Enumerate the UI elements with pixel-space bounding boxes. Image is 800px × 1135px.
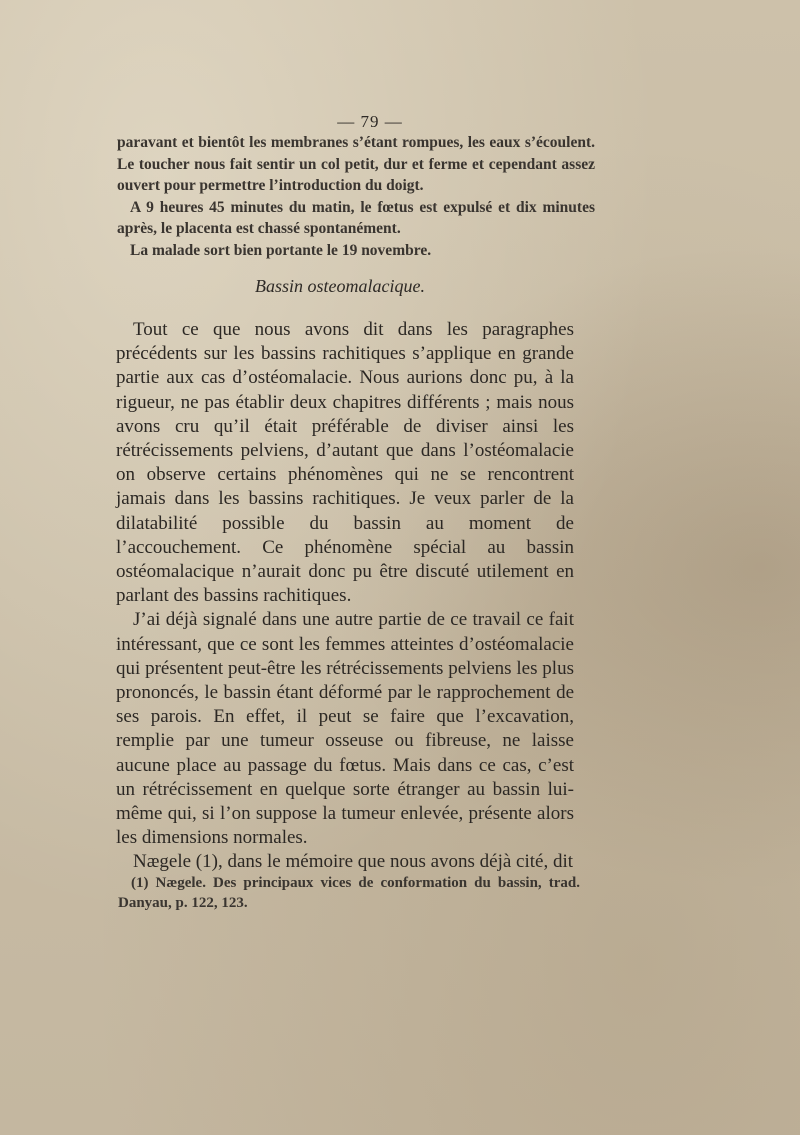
body-paragraph: J’ai déjà signalé dans une autre partie de ce travail ce fait intéressant, que ce sont les femmes atteintes d’ostéomalacie qui présentent peut-être les rétrécissements pelviens les plus prononcés, le bassin étant déformé par le rapprochement de ses parois. En effet, il peut se faire que l’excavation, remplie par une tumeur osseuse ou fibreuse, ne laisse aucune place au passage du fœtus. Mais dans ce cas, c’est un rétrécissement en quelque sorte étranger au bassin lui-même qui, si l’on suppose la tumeur enlevée, présente alors les dimensions normales. [116, 609, 574, 849]
section-title: Bassin osteomalacique. [255, 276, 425, 296]
body-paragraph: Nægele (1), dans le mémoire que nous avons déjà cité, dit [133, 851, 574, 873]
body-paragraph: Tout ce que nous avons dit dans les paragraphes précédents sur les bassins rachitiques s’applique en grande partie aux cas d’ostéomalacie. Nous aurions donc pu, à la rigueur, ne pas établir deux chapitres différents ; mais nous avons cru qu’il était préférable de diviser ainsi les rétrécissements pelviens, d’autant que dans l’ostéomalacie on observe certains phénomènes qui ne se rencontrent jamais dans les bassins rachitiques. Je veux parler de la dilatabilité possible du bassin au moment de l’accouchement. Ce phénomène spécial au bassin ostéomalacique n’aurait donc pu être discuté utilement en parlant des bassins rachitiques. [116, 319, 574, 607]
footnote-text: (1) Nægele. Des principaux vices de conformation du bassin, trad. Danyau, p. 122, 123. [118, 875, 580, 911]
main-text [116, 318, 574, 875]
footnote [118, 873, 580, 913]
page-number: — 79 — [337, 112, 403, 131]
case-paragraph: paravant et bientôt les membranes s’étant rompues, les eaux s’écoulent. Le toucher nous fait sentir un col petit, dur et ferme et cependant assez ouvert pour permettre l’introduction du doigt. [117, 134, 595, 194]
case-paragraph: A 9 heures 45 minutes du matin, le fœtus est expulsé et dix minutes après, le placenta est chassé spontanément. [117, 198, 595, 237]
case-paragraph: La malade sort bien portante le 19 novembre. [130, 241, 432, 259]
case-continuation [117, 132, 595, 261]
